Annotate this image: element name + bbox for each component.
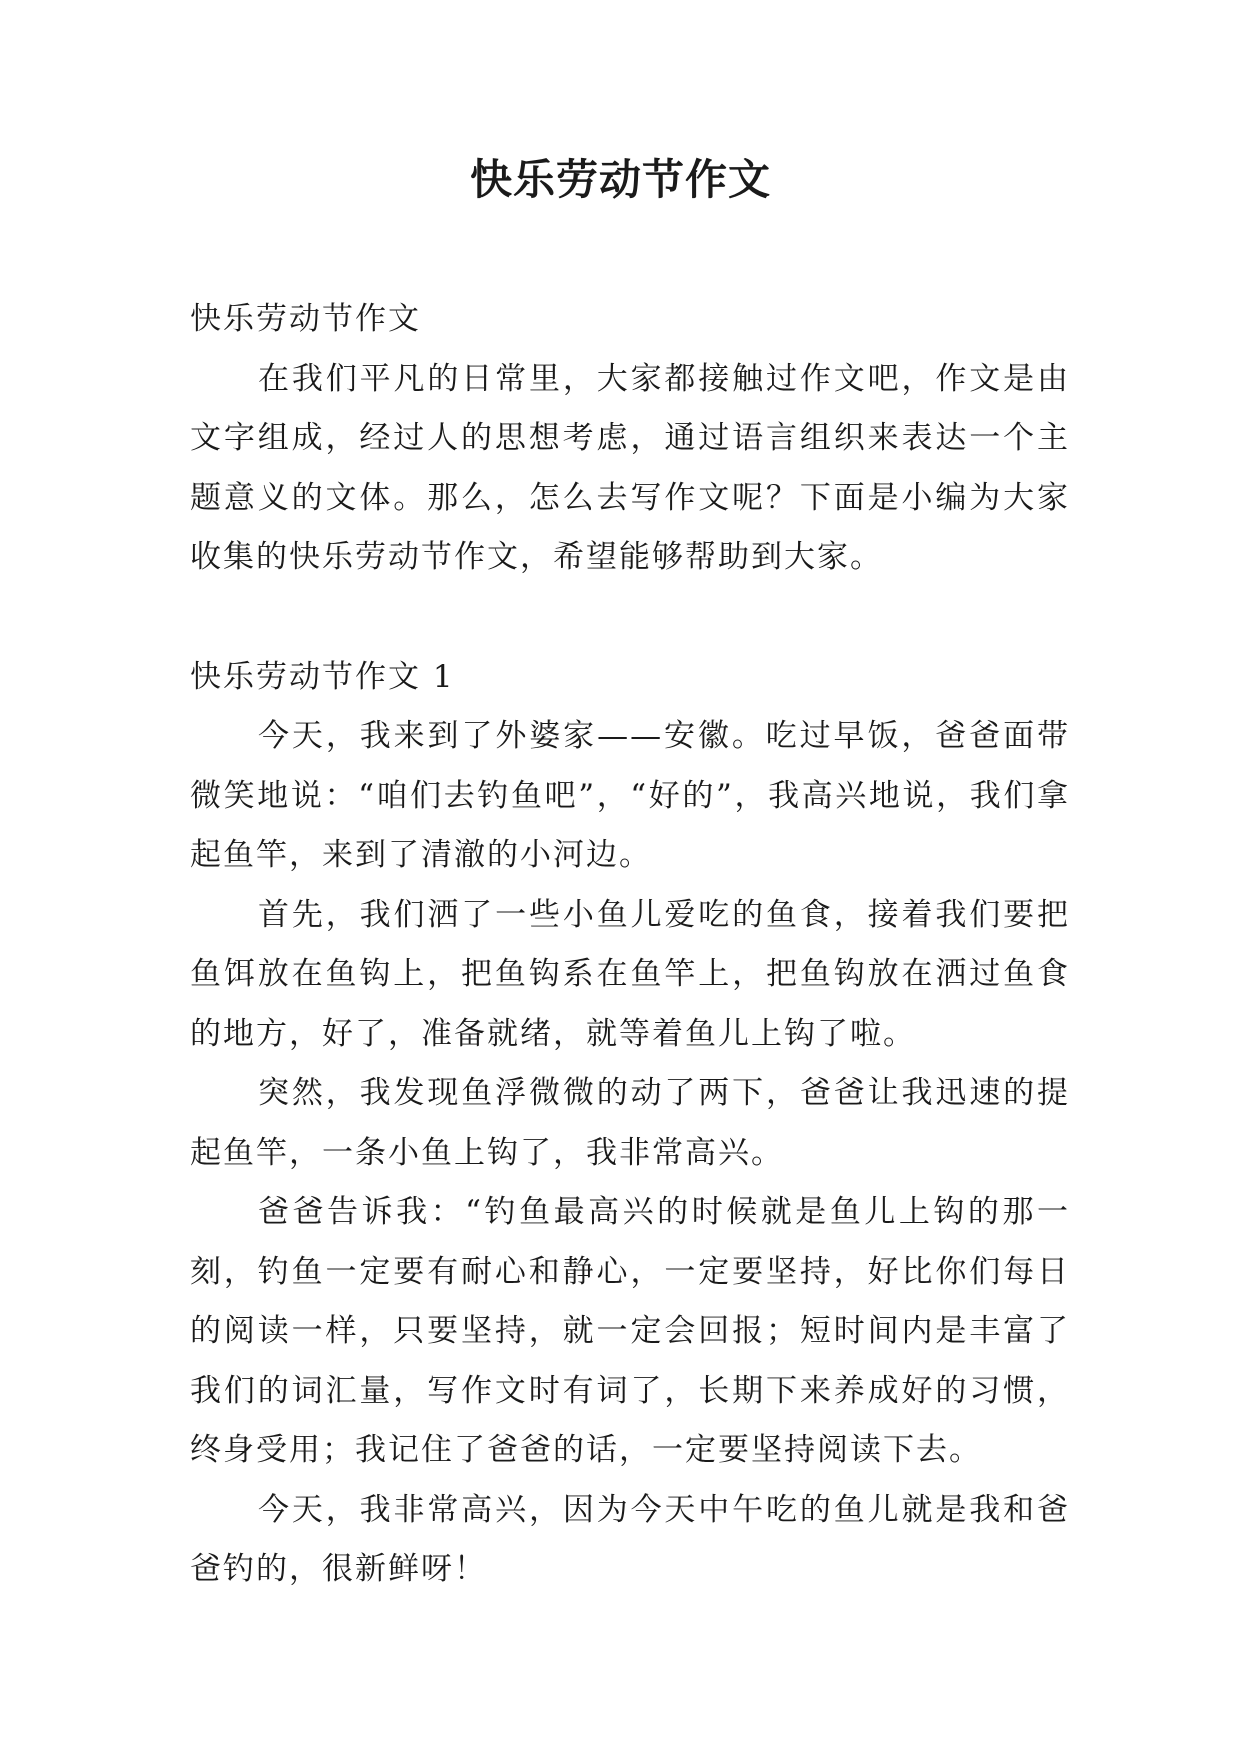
essay-paragraph: 突然，我发现鱼浮微微的动了两下，爸爸让我迅速的提起鱼竿，一条小鱼上钩了，我非常高兴。 [190,1075,1070,1171]
essay-heading: 快乐劳动节作文 1 [190,658,455,695]
essay-paragraph: 今天，我来到了外婆家——安徽。吃过早饭，爸爸面带微笑地说：“咱们去钓鱼吧”，“好的”，我高兴地说，我们拿起鱼竿，来到了清澈的小河边。 [190,718,1070,873]
essay-paragraph: 首先，我们洒了一些小鱼儿爱吃的鱼食，接着我们要把鱼饵放在鱼钩上，把鱼钩系在鱼竿上，把鱼钩放在洒过鱼食的地方，好了，准备就绪，就等着鱼儿上钩了啦。 [190,896,1070,1052]
essay-paragraph: 爸爸告诉我：“钓鱼最高兴的时候就是鱼儿上钩的那一刻，钓鱼一定要有耐心和静心，一定要坚持，好比你们每日的阅读一样，只要坚持，就一定会回报；短时间内是丰富了我们的词汇量，写作文时有词了，长期下来养成好的习惯，终身受用；我记住了爸爸的话，一定要坚持阅读下去。 [190,1194,1070,1468]
intro-paragraph: 在我们平凡的日常里，大家都接触过作文吧，作文是由文字组成，经过人的思想考虑，通过语言组织来表达一个主题意义的文体。那么，怎么去写作文呢？下面是小编为大家收集的快乐劳动节作文，希望能够帮助到大家。 [190,360,1070,575]
document-title: 快乐劳动节作文 [469,155,771,204]
document-body [190,290,1070,1600]
essay-paragraph: 今天，我非常高兴，因为今天中午吃的鱼儿就是我和爸爸钓的，很新鲜呀！ [190,1491,1070,1587]
section-spacer [190,588,1070,648]
intro-heading: 快乐劳动节作文 [190,301,421,337]
